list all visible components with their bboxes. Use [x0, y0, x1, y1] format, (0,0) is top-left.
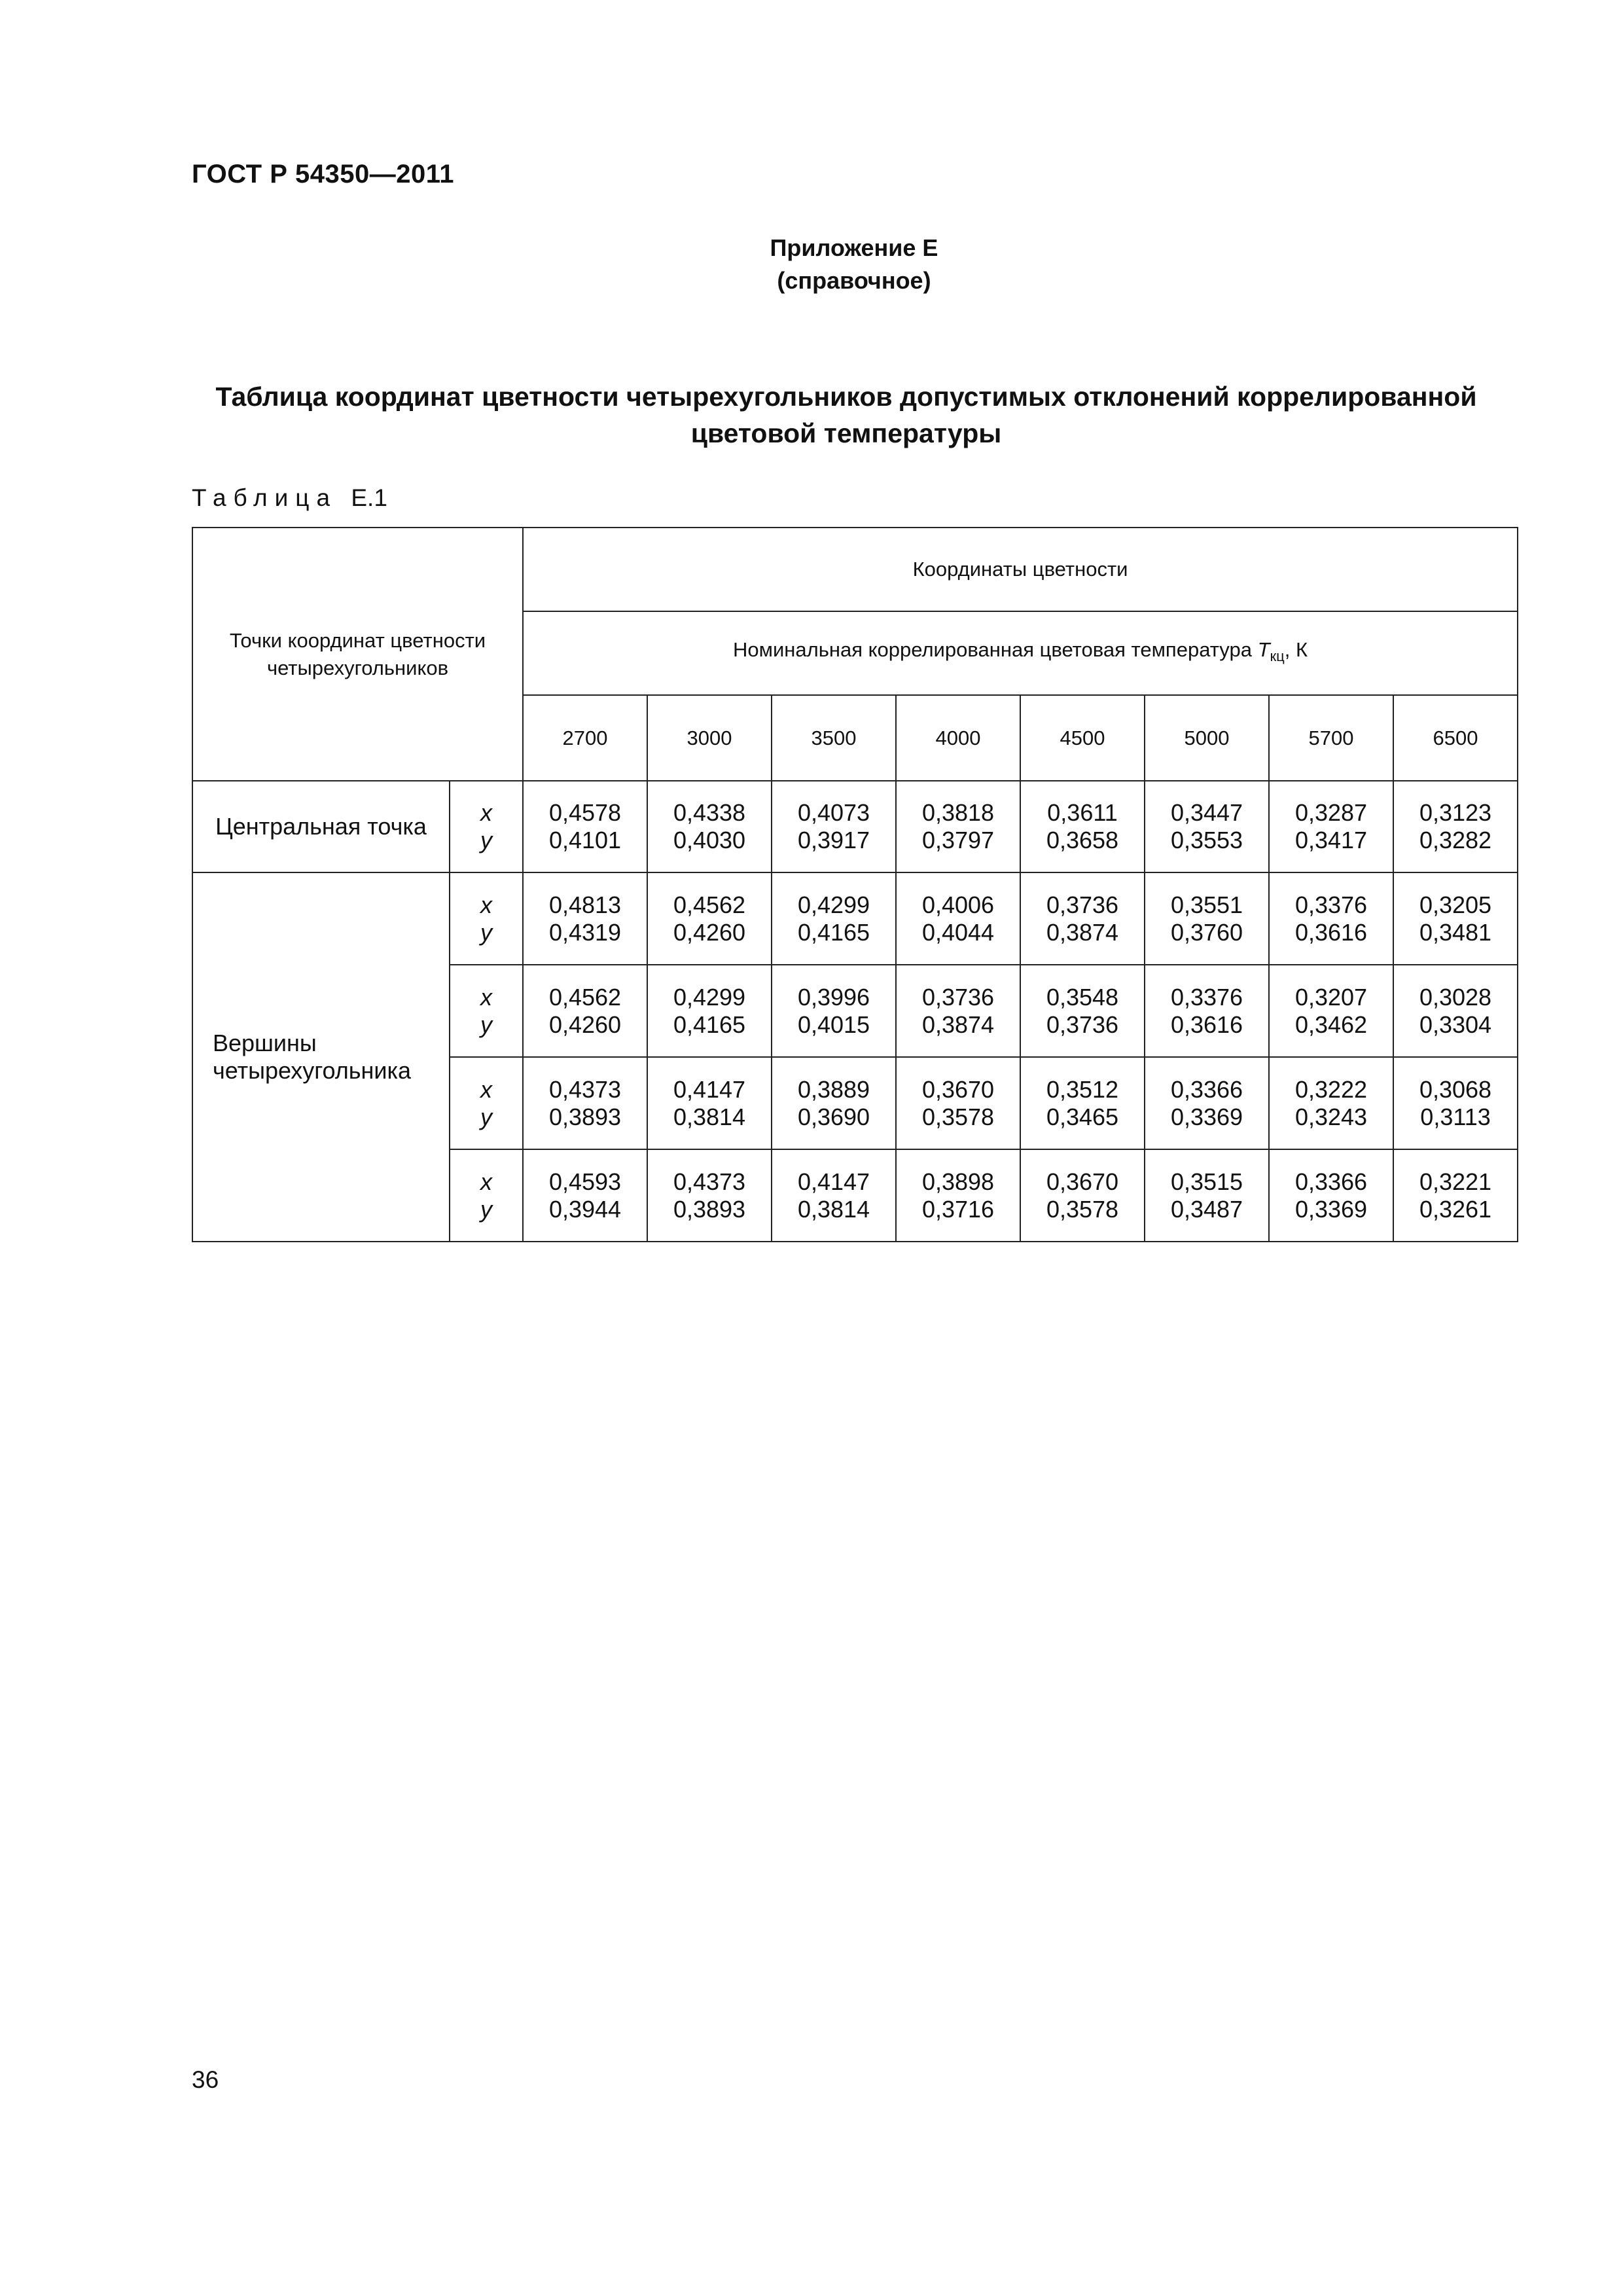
x-value: 0,3818 — [921, 799, 995, 826]
temp-col-header: 4000 — [896, 695, 1020, 781]
vertex-value-cell — [647, 1057, 772, 1149]
x-axis-label: x — [480, 1168, 492, 1195]
vertex-value-cell — [772, 1149, 896, 1242]
x-value: 0,4147 — [673, 1075, 746, 1103]
vertex-value-cell — [1020, 1057, 1145, 1149]
x-value: 0,4299 — [797, 891, 870, 918]
x-axis-label: x — [480, 983, 492, 1011]
temp-header-cell — [523, 611, 1518, 695]
y-value: 0,3814 — [797, 1195, 870, 1223]
y-value: 0,3814 — [673, 1103, 746, 1130]
y-value: 0,4260 — [548, 1011, 622, 1038]
x-value: 0,4593 — [548, 1168, 622, 1195]
y-value: 0,3760 — [1170, 918, 1243, 946]
temp-col-header: 5700 — [1269, 695, 1393, 781]
appendix-heading — [0, 232, 1623, 297]
y-value: 0,3465 — [1046, 1103, 1119, 1130]
vertex-value-cell — [647, 872, 772, 965]
y-value: 0,3369 — [1170, 1103, 1243, 1130]
y-value: 0,3917 — [797, 827, 870, 853]
x-value: 0,3376 — [1170, 983, 1243, 1011]
vertices-label: Вершины четырехугольника — [192, 872, 450, 1242]
x-value: 0,3366 — [1294, 1168, 1368, 1195]
x-value: 0,4562 — [548, 983, 622, 1011]
y-axis-label: y — [480, 918, 492, 946]
x-value: 0,4147 — [797, 1168, 870, 1195]
x-value: 0,3736 — [921, 983, 995, 1011]
table-title-line-1: Таблица координат цветности четырехугольников допустимых отклонений коррелированной — [215, 382, 1477, 412]
table-title — [192, 378, 1501, 452]
y-value: 0,3487 — [1170, 1195, 1243, 1223]
x-value: 0,3205 — [1419, 891, 1492, 918]
x-value: 0,3512 — [1046, 1075, 1119, 1103]
x-value: 0,3028 — [1419, 983, 1492, 1011]
y-value: 0,4044 — [921, 918, 995, 946]
y-value: 0,3304 — [1419, 1011, 1492, 1038]
center-value-cell — [1020, 781, 1145, 872]
y-value: 0,3578 — [1046, 1195, 1119, 1223]
x-value: 0,3515 — [1170, 1168, 1243, 1195]
x-value: 0,3221 — [1419, 1168, 1492, 1195]
y-value: 0,3578 — [921, 1103, 995, 1130]
y-axis-label: y — [480, 1011, 492, 1038]
x-value: 0,3207 — [1294, 983, 1368, 1011]
x-value: 0,3889 — [797, 1075, 870, 1103]
x-value: 0,3222 — [1294, 1075, 1368, 1103]
y-value: 0,3417 — [1294, 827, 1368, 853]
x-value: 0,4073 — [797, 799, 870, 826]
x-value: 0,3068 — [1419, 1075, 1492, 1103]
y-value: 0,3282 — [1419, 827, 1492, 853]
temp-col-header: 2700 — [523, 695, 647, 781]
y-value: 0,3481 — [1419, 918, 1492, 946]
x-value: 0,4338 — [673, 799, 746, 826]
y-value: 0,3113 — [1420, 1103, 1491, 1130]
y-value: 0,3261 — [1419, 1195, 1492, 1223]
center-value-cell — [1145, 781, 1269, 872]
appendix-subtitle: (справочное) — [777, 267, 931, 294]
axis-label-cell — [450, 965, 523, 1057]
x-value: 0,3670 — [1046, 1168, 1119, 1195]
y-value: 0,3690 — [797, 1103, 870, 1130]
y-value: 0,4319 — [548, 918, 622, 946]
vertex-value-cell — [1020, 965, 1145, 1057]
y-value: 0,4165 — [797, 918, 870, 946]
x-value: 0,3611 — [1047, 799, 1118, 826]
center-value-cell — [1393, 781, 1518, 872]
vertex-value-cell — [523, 1149, 647, 1242]
vertex-value-cell — [896, 872, 1020, 965]
temp-col-header: 4500 — [1020, 695, 1145, 781]
y-value: 0,3944 — [548, 1195, 622, 1223]
x-value: 0,3287 — [1294, 799, 1368, 826]
y-value: 0,4015 — [797, 1011, 870, 1038]
y-axis-label: y — [480, 827, 492, 853]
vertex-value-cell — [1145, 1057, 1269, 1149]
y-value: 0,4101 — [548, 827, 622, 853]
axis-label-cell — [450, 1149, 523, 1242]
y-value: 0,3893 — [673, 1195, 746, 1223]
vertex-value-cell — [1020, 1149, 1145, 1242]
vertex-value-cell — [772, 872, 896, 965]
vertex-value-cell — [523, 872, 647, 965]
vertex-value-cell — [896, 965, 1020, 1057]
x-value: 0,3670 — [921, 1075, 995, 1103]
temp-col-header: 3000 — [647, 695, 772, 781]
center-point-label: Центральная точка — [192, 781, 450, 872]
x-axis-label: x — [480, 799, 492, 826]
vertex-value-cell — [1145, 1149, 1269, 1242]
vertex-value-cell — [896, 1149, 1020, 1242]
x-value: 0,3736 — [1046, 891, 1119, 918]
vertex-value-cell — [1020, 872, 1145, 965]
y-value: 0,3658 — [1046, 827, 1119, 853]
x-value: 0,3366 — [1170, 1075, 1243, 1103]
temp-symbol: T — [1257, 637, 1270, 661]
y-value: 0,3616 — [1170, 1011, 1243, 1038]
y-value: 0,3616 — [1294, 918, 1368, 946]
vertex-value-cell — [1393, 1057, 1518, 1149]
x-value: 0,4562 — [673, 891, 746, 918]
y-axis-label: y — [480, 1195, 492, 1223]
vertex-value-cell — [523, 965, 647, 1057]
vertex-value-cell — [1269, 872, 1393, 965]
axis-label-cell — [450, 872, 523, 965]
temp-col-header: 3500 — [772, 695, 896, 781]
temp-header-text: Номинальная коррелированная цветовая температура — [733, 637, 1252, 661]
y-value: 0,3893 — [548, 1103, 622, 1130]
axis-label-cell — [450, 1057, 523, 1149]
table-row-vertex — [192, 872, 1518, 965]
y-value: 0,3716 — [921, 1195, 995, 1223]
table-row-center — [192, 781, 1518, 872]
y-value: 0,3874 — [921, 1011, 995, 1038]
temp-col-header: 6500 — [1393, 695, 1518, 781]
vertex-value-cell — [1393, 965, 1518, 1057]
vertex-value-cell — [647, 1149, 772, 1242]
y-value: 0,3797 — [921, 827, 995, 853]
vertex-value-cell — [1393, 872, 1518, 965]
vertex-value-cell — [896, 1057, 1020, 1149]
vertex-value-cell — [1269, 1149, 1393, 1242]
chromaticity-table — [192, 527, 1518, 1242]
y-value: 0,3874 — [1046, 918, 1119, 946]
vertex-value-cell — [1393, 1149, 1518, 1242]
y-value: 0,4260 — [673, 918, 746, 946]
x-value: 0,3548 — [1046, 983, 1119, 1011]
temp-unit: , К — [1284, 637, 1308, 661]
center-value-cell — [772, 781, 896, 872]
coords-header-cell: Координаты цветности — [523, 528, 1518, 611]
row-header-cell: Точки координат цветности четырехугольников — [192, 528, 523, 781]
x-value: 0,4813 — [548, 891, 622, 918]
y-axis-label: y — [480, 1103, 492, 1130]
x-value: 0,3898 — [921, 1168, 995, 1195]
axis-label-cell — [450, 781, 523, 872]
y-value: 0,3462 — [1294, 1011, 1368, 1038]
x-value: 0,4373 — [548, 1075, 622, 1103]
x-value: 0,3123 — [1419, 799, 1492, 826]
x-value: 0,3447 — [1170, 799, 1243, 826]
table-label — [192, 484, 387, 512]
vertex-value-cell — [1145, 872, 1269, 965]
x-value: 0,4006 — [921, 891, 995, 918]
x-value: 0,3551 — [1170, 891, 1243, 918]
vertex-value-cell — [1269, 1057, 1393, 1149]
center-value-cell — [896, 781, 1020, 872]
center-value-cell — [1269, 781, 1393, 872]
center-value-cell — [523, 781, 647, 872]
x-value: 0,4299 — [673, 983, 746, 1011]
y-value: 0,3369 — [1294, 1195, 1368, 1223]
vertex-value-cell — [772, 965, 896, 1057]
x-value: 0,3996 — [797, 983, 870, 1011]
document-code: ГОСТ Р 54350—2011 — [192, 160, 454, 188]
vertex-value-cell — [772, 1057, 896, 1149]
table-label-number: Е.1 — [351, 484, 387, 511]
y-value: 0,4165 — [673, 1011, 746, 1038]
table-label-word: Таблица — [192, 484, 338, 511]
x-axis-label: x — [480, 1075, 492, 1103]
temp-subscript: кц — [1270, 648, 1285, 665]
vertex-value-cell — [647, 965, 772, 1057]
y-value: 0,3243 — [1294, 1103, 1368, 1130]
x-value: 0,4373 — [673, 1168, 746, 1195]
y-value: 0,3553 — [1170, 827, 1243, 853]
vertex-value-cell — [1269, 965, 1393, 1057]
y-value: 0,4030 — [673, 827, 746, 853]
center-value-cell — [647, 781, 772, 872]
y-value: 0,3736 — [1046, 1011, 1119, 1038]
vertex-value-cell — [1145, 965, 1269, 1057]
temp-col-header: 5000 — [1145, 695, 1269, 781]
page-number: 36 — [192, 2066, 219, 2093]
vertex-value-cell — [523, 1057, 647, 1149]
appendix-title: Приложение Е — [770, 234, 938, 261]
x-value: 0,3376 — [1294, 891, 1368, 918]
table-title-line-2: цветовой температуры — [690, 418, 1002, 448]
x-axis-label: x — [480, 891, 492, 918]
x-value: 0,4578 — [548, 799, 622, 826]
